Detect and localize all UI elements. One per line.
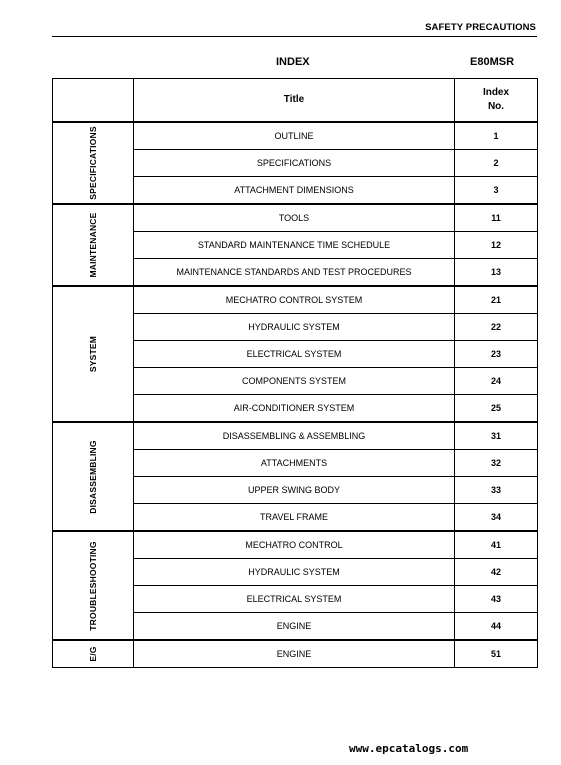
table-row xyxy=(53,204,538,232)
row-index-no: 13 xyxy=(455,259,538,287)
row-title: MECHATRO CONTROL xyxy=(134,531,455,559)
category-label: MAINTENANCE xyxy=(88,212,98,278)
category-label: TROUBLESHOOTING xyxy=(88,540,98,631)
row-title: ENGINE xyxy=(134,613,455,641)
row-title: ATTACHMENTS xyxy=(134,450,455,477)
row-index-no: 3 xyxy=(455,177,538,205)
title-header: Title xyxy=(283,94,305,105)
row-index-no: 34 xyxy=(455,504,538,532)
row-title: COMPONENTS SYSTEM xyxy=(134,368,455,395)
title-header-cell xyxy=(134,79,455,123)
section-header-title: SAFETY PRECAUTIONS xyxy=(425,22,536,33)
index-table xyxy=(52,78,538,668)
row-index-no: 24 xyxy=(455,368,538,395)
row-index-no: 12 xyxy=(455,232,538,259)
category-cell xyxy=(53,286,134,422)
row-title: TRAVEL FRAME xyxy=(134,504,455,532)
table-row xyxy=(53,422,538,450)
row-index-no: 11 xyxy=(455,204,538,232)
row-index-no: 41 xyxy=(455,531,538,559)
index-table-body xyxy=(53,79,538,668)
row-index-no: 32 xyxy=(455,450,538,477)
row-index-no: 51 xyxy=(455,640,538,668)
row-title: HYDRAULIC SYSTEM xyxy=(134,314,455,341)
row-title: UPPER SWING BODY xyxy=(134,477,455,504)
row-title: SPECIFICATIONS xyxy=(134,150,455,177)
table-row xyxy=(53,531,538,559)
category-cell xyxy=(53,204,134,286)
category-cell xyxy=(53,422,134,531)
index-header-line1: Index xyxy=(482,87,510,98)
row-index-no: 22 xyxy=(455,314,538,341)
row-title: ELECTRICAL SYSTEM xyxy=(134,586,455,613)
row-index-no: 2 xyxy=(455,150,538,177)
category-label: SYSTEM xyxy=(88,335,98,373)
table-row xyxy=(53,640,538,668)
index-title: INDEX xyxy=(276,56,310,68)
index-no-header-cell xyxy=(455,79,538,123)
index-header-line2: No. xyxy=(487,101,505,112)
category-label: SPECIFICATIONS xyxy=(88,126,98,200)
row-title: OUTLINE xyxy=(134,122,455,150)
category-header-cell xyxy=(53,79,134,123)
category-cell xyxy=(53,531,134,640)
table-row xyxy=(53,122,538,150)
row-index-no: 1 xyxy=(455,122,538,150)
row-title: MECHATRO CONTROL SYSTEM xyxy=(134,286,455,314)
row-index-no: 23 xyxy=(455,341,538,368)
row-title: DISASSEMBLING & ASSEMBLING xyxy=(134,422,455,450)
row-index-no: 33 xyxy=(455,477,538,504)
row-index-no: 43 xyxy=(455,586,538,613)
row-index-no: 25 xyxy=(455,395,538,423)
table-header-row xyxy=(53,79,538,123)
table-row xyxy=(53,286,538,314)
category-label: E/G xyxy=(88,646,98,662)
row-title: STANDARD MAINTENANCE TIME SCHEDULE xyxy=(134,232,455,259)
category-label: DISASSEMBLING xyxy=(88,439,98,514)
footer-url: www.epcatalogs.com xyxy=(349,742,469,755)
category-cell xyxy=(53,640,134,668)
row-index-no: 31 xyxy=(455,422,538,450)
row-title: ENGINE xyxy=(134,640,455,668)
row-title: ATTACHMENT DIMENSIONS xyxy=(134,177,455,205)
row-title: MAINTENANCE STANDARDS AND TEST PROCEDURES xyxy=(134,259,455,287)
row-index-no: 21 xyxy=(455,286,538,314)
header-divider xyxy=(52,36,537,37)
row-title: ELECTRICAL SYSTEM xyxy=(134,341,455,368)
model-title: E80MSR xyxy=(470,56,515,68)
row-title: AIR-CONDITIONER SYSTEM xyxy=(134,395,455,423)
row-index-no: 42 xyxy=(455,559,538,586)
row-index-no: 44 xyxy=(455,613,538,641)
row-title: TOOLS xyxy=(134,204,455,232)
row-title: HYDRAULIC SYSTEM xyxy=(134,559,455,586)
category-cell xyxy=(53,122,134,204)
